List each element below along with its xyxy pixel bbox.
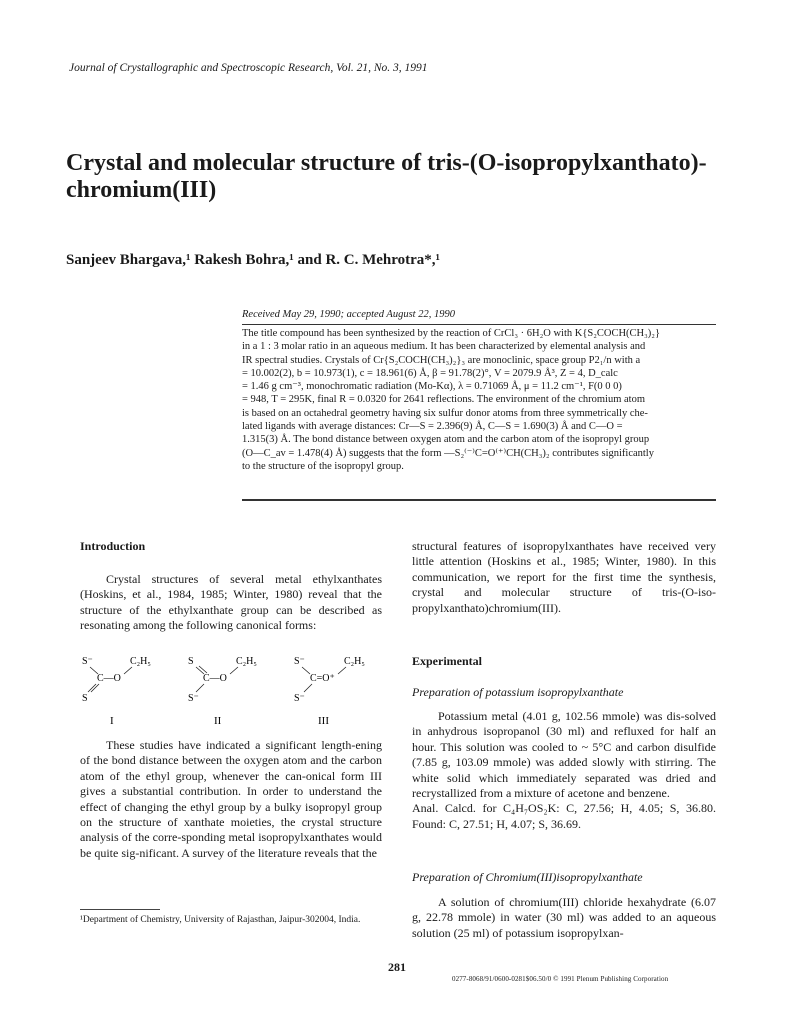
form-I-bond-upper-right <box>124 667 132 674</box>
copyright-line: 0277-8068/91/0600-0281$06.50/0 © 1991 Plenum Publishing Corporation <box>452 975 669 983</box>
authors: Sanjeev Bhargava,¹ Rakesh Bohra,¹ and R. C. Mehrotra*,¹ <box>66 252 441 268</box>
intro-paragraph-3: structural features of isopropylxanthates have received very little attention (Hoskins et al., 1985; Winter, 1980). In this communication, we report for the first time the synthesis, crystal and molecular structure of tris-(O-iso-propylxanthato)chromium(III). <box>412 539 716 615</box>
form-III-numeral: III <box>318 715 329 727</box>
abstract-line: IR spectral studies. Crystals of Cr{S₂COCH(CH₃)₂}₃ are monoclinic, space group P2₁/n with a <box>242 354 641 366</box>
footnote-rule <box>80 909 160 910</box>
page-number: 281 <box>388 960 406 974</box>
form-II-s-bottom: S⁻ <box>188 693 199 704</box>
form-I-s-bottom: S <box>82 693 88 704</box>
subsection-chromium-xanthate: Preparation of Chromium(III)isopropylxanthate <box>412 870 643 884</box>
abstract-line: to the structure of the isopropyl group. <box>242 460 404 472</box>
form-II-bond-upper-right <box>230 667 238 674</box>
article-title <box>66 150 746 204</box>
canonical-forms-diagram <box>80 652 385 732</box>
form-III-ethyl: C₂H₅ <box>344 656 365 667</box>
experimental-paragraph-1: Potassium metal (4.01 g, 102.56 mmole) was dis-solved in anhydrous isopropanol (30 ml) and refluxed for half an hour. This solution was cooled to ~ 5°C and carbon disulfide (7.85 g, 103.09 mmole) was added slowly with stirring. The white solid which immediately separated was dried and recrystallized from a mixture of acetone and benzene. Anal. Calcd. for C₄H₇OS₂K: C, 27.56; H, 4.05; S, 36.80. Found: C, 27.51; H, 4.07; S, 36.69. <box>412 709 716 831</box>
abstract-line: is based on an octahedral geometry having six sulfur donor atoms from three symmetrically che- <box>242 407 648 419</box>
abstract-bottom-rule <box>242 499 716 501</box>
form-III-bond-upper-right <box>338 667 346 674</box>
title-line-1: Crystal and molecular structure of tris-(O-isopropylxanthato)- <box>66 150 707 176</box>
abstract-line: in a 1 : 3 molar ratio in an aqueous medium. It has been characterized by elemental analysis and <box>242 341 646 353</box>
form-III-center: C=O⁺ <box>310 673 335 684</box>
canonical-form-I <box>82 656 151 727</box>
form-II-bond-lower <box>196 684 204 692</box>
form-II-ethyl: C₂H₅ <box>236 656 257 667</box>
elemental-analysis: Anal. Calcd. for C₄H₇OS₂K: C, 27.56; H, 4.05; S, 36.80. Found: C, 27.51; H, 4.07; S, 36.69. <box>412 801 716 831</box>
form-III-bond-upper-left <box>302 667 310 674</box>
form-I-numeral: I <box>110 715 114 727</box>
abstract-line: = 1.46 g cm⁻³, monochromatic radiation (Mo-Kα), λ = 0.71069 Å, μ = 11.2 cm⁻¹, F(0 0 0) <box>242 381 622 393</box>
form-III-bond-lower <box>304 684 312 692</box>
title-line-2: chromium(III) <box>66 177 217 203</box>
form-II-bond-upper-left-double <box>199 666 207 673</box>
abstract <box>242 327 716 473</box>
form-III-s-top: S⁻ <box>294 656 305 667</box>
abstract-top-rule <box>242 324 716 325</box>
affiliation-footnote: ¹Department of Chemistry, University of Rajasthan, Jaipur-302004, India. <box>80 915 361 925</box>
canonical-form-II <box>188 656 257 727</box>
form-I-ethyl: C₂H₅ <box>130 656 151 667</box>
abstract-line: (O—C_av = 1.478(4) Å) suggests that the form —S₂⁽⁻⁾C=O⁽⁺⁾CH(CH₃)₂ contributes significantly <box>242 447 654 459</box>
subsection-potassium-xanthate: Preparation of potassium isopropylxanthate <box>412 685 624 699</box>
experimental-heading: Experimental <box>412 654 482 668</box>
form-I-s-top: S⁻ <box>82 656 93 667</box>
introduction-heading: Introduction <box>80 539 146 553</box>
abstract-line: = 948, T = 295K, final R = 0.0320 for 2641 reflections. The environment of the chromium atom <box>242 394 645 406</box>
experimental-paragraph-2: A solution of chromium(III) chloride hexahydrate (6.07 g, 22.78 mmole) in water (30 ml) was added to an aqueous solution (25 ml) of potassium isopropylxan- <box>412 895 716 940</box>
abstract-line: lated ligands with average distances: Cr—S = 2.396(9) Å, C—S = 1.690(3) Å and C—O = <box>242 421 623 433</box>
form-II-center: C—O <box>203 673 227 684</box>
form-III-s-bottom: S⁻ <box>294 693 305 704</box>
received-date: Received May 29, 1990; accepted August 22, 1990 <box>242 309 455 320</box>
form-II-numeral: II <box>214 715 222 727</box>
intro-paragraph-1: Crystal structures of several metal ethylxanthates (Hoskins, et al., 1984, 1985; Winter, 1980) reveal that the structure of the ethylxanthate group can be described as resonating among the following canonical forms: <box>80 572 382 633</box>
intro-paragraph-2: These studies have indicated a significant length-ening of the bond distance between the oxygen atom and the carbon atom of the ethyl group, whenever the can-onical form III gives a substantial contribution. In order to understand the effect of changing the ethyl group by a bulky isopropyl group on the structure of xanthate moieties, the crystal structure analysis of the corre-sponding metal isopropylxanthates would be quite sig-nificant. A survey of the literature reveals that the <box>80 738 382 860</box>
canonical-form-III <box>294 656 365 727</box>
abstract-line: The title compound has been synthesized by the reaction of CrCl₃ · 6H₂O with K{S₂COCH(CH₃)₂} <box>242 328 660 339</box>
abstract-line: = 10.002(2), b = 10.973(1), c = 18.961(6) Å, β = 91.78(2)°, V = 2079.9 Å³, Z = 4, D_calc <box>242 367 618 379</box>
form-I-center: C—O <box>97 673 121 684</box>
journal-header: Journal of Crystallographic and Spectroscopic Research, Vol. 21, No. 3, 1991 <box>69 62 428 74</box>
form-II-s-top: S <box>188 656 194 667</box>
abstract-line: 1.315(3) Å. The bond distance between oxygen atom and the carbon atom of the isopropyl group <box>242 434 650 446</box>
